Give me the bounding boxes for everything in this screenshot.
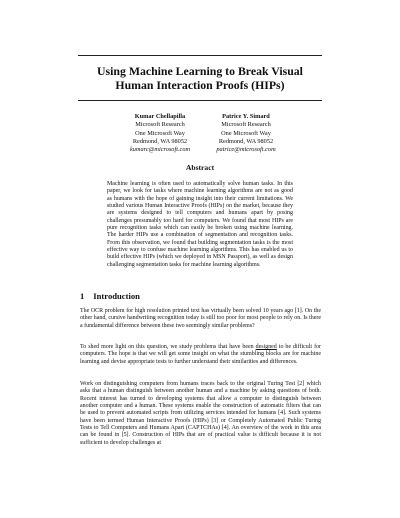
abstract-heading: Abstract [185, 163, 215, 172]
author-city: Redmond, WA 98052 [218, 137, 274, 145]
section-heading [80, 291, 140, 301]
top-rule [78, 55, 322, 56]
underlined-word: designed [255, 344, 277, 350]
section-number: 1 [80, 291, 85, 301]
author-affiliation: Microsoft Research [221, 121, 271, 129]
intro-paragraph-2 [80, 344, 321, 366]
intro-paragraph-1: The OCR problem for high resolution printed text has virtually been solved 10 years ago [1]. On the other hand, cursive handwriting recognition today is still too poor for most people to rely on. Is there a fundamental difference between these two seemingly similar problems? [80, 308, 321, 329]
paragraph-text: To shed more light on this question, we study problems that have been [80, 344, 256, 350]
author-name: Patrice Y. Simard [222, 113, 270, 120]
title-bottom-rule [78, 100, 322, 101]
author-block-2 [181, 113, 311, 154]
title-line-2: Human Interaction Proofs (HIPs) [115, 78, 285, 92]
author-city: Redmond, WA 98052 [132, 137, 188, 145]
author-name: Kumar Chellapilla [134, 113, 186, 120]
paragraph-text: to be difficult for computers. The hope is that we will get some insight on what the stumbling blocks are for machine learning and devise appropriate tests to further understand their similarities and differences. [80, 344, 322, 365]
section-title: Introduction [93, 291, 140, 301]
author-email: kumarc@microsoft.com [129, 146, 191, 154]
author-affiliation: Microsoft Research [135, 121, 185, 129]
paper-title [40, 64, 360, 92]
author-street: One Microsoft Way [135, 129, 185, 137]
intro-paragraph-3: Work on distinguishing computers from humans traces back to the original Turing Test [2] which asks that a human distinguish between another human and a machine by asking questions of both. Recent interest has turned to developing systems that allow a computer to distinguish between another computer and a human. These systems enable the construction of automatic filters that can be used to prevent automated scripts from utilizing services intended for humans [4]. Such systems have been termed Human Interactive Proofs (HIPs) [3] or Completely Automated Public Turing Tests to Tell Computers and Humans Apart (CAPTCHAs) [4]. An overview of the work in this area can be found in [5]. Construction of HIPs that are of practical value is difficult because it is not sufficient to develop challenges at [80, 381, 321, 446]
abstract-text: Machine learning is often used to automatically solve human tasks. In this paper, we look for tasks where machine learning algorithms are not as good as humans with the hope of gaining insight into their current limitations. We studied various Human Interactive Proofs (HIPs) on the market, because they are systems designed to tell computers and humans apart by posing challenges presumably too hard for computers. We found that most HIPs are pure recognition tasks which can easily be broken using machine learning. The harder HIPs use a combination of segmentation and recognition tasks. From this observation, we found that building segmentation tasks is the most effective way to confuse machine learning algorithms. This has enabled us to build effective HIPs (which we deployed in MSN Passport), as well as design challenging segmentation tasks for machine learning algorithms. [107, 181, 293, 268]
author-email: patrice@microsoft.com [216, 146, 276, 154]
title-line-1: Using Machine Learning to Break Visual [97, 64, 303, 78]
author-street: One Microsoft Way [221, 129, 271, 137]
